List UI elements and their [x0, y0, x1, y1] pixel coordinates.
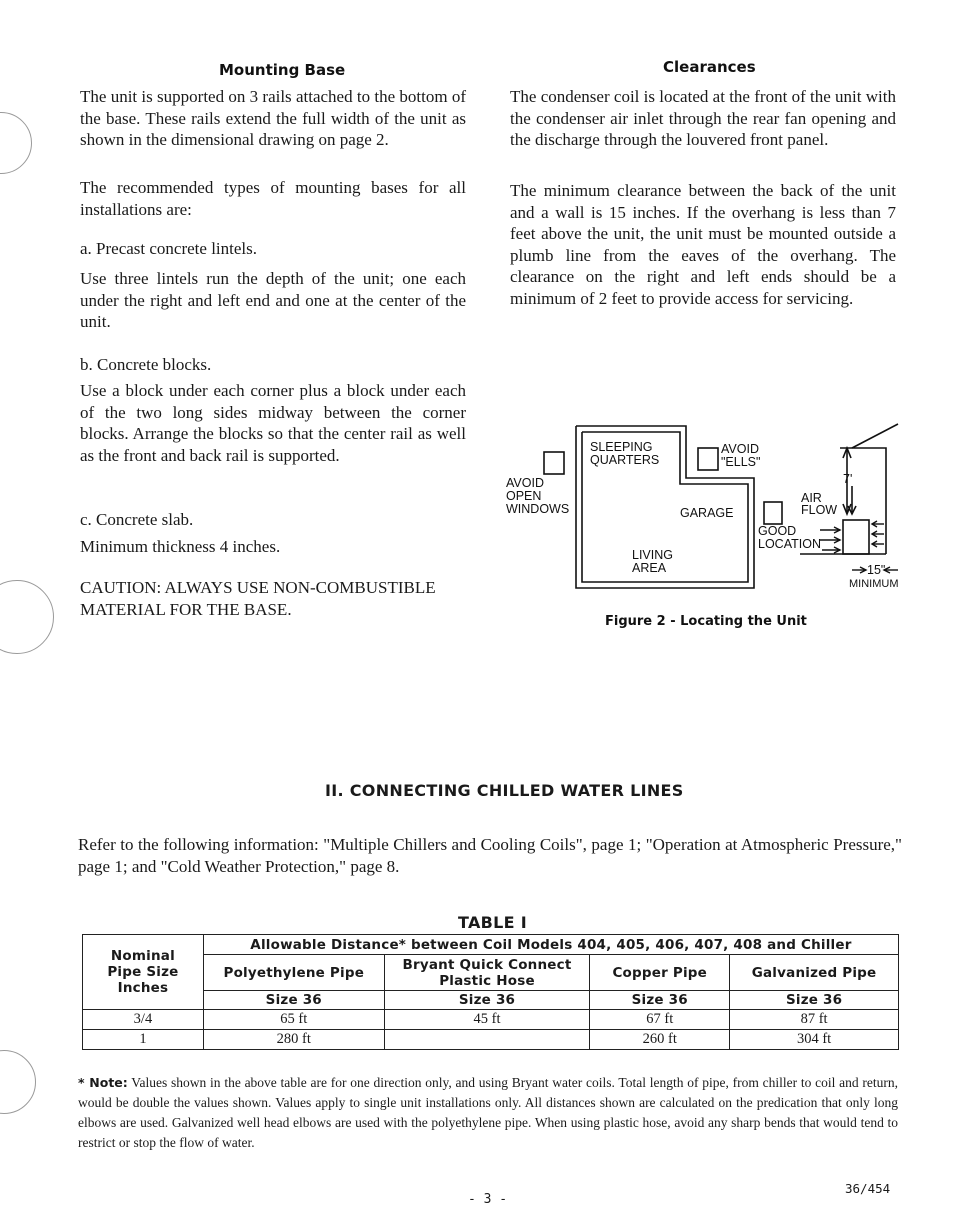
louver-arrows — [820, 521, 884, 553]
table-note — [78, 1073, 898, 1153]
clearances-heading: Clearances — [663, 58, 756, 76]
label-air: AIR — [801, 491, 822, 505]
label-location: LOCATION — [758, 537, 821, 551]
label-seven-feet: 7' — [843, 472, 853, 486]
size-poly: Size 36 — [203, 991, 384, 1010]
note-text: Values shown in the above table are for one direction only, and using Bryant water coils. Total length of pipe, from chiller to coil and return, would be double the values shown. Values apply to single unit installations only. All distances shown are calculated on the predication that only long elbows are used. Galvanized well head elbows are used with the polyethylene pipe. When using plastic hose, avoid any sharp bends that would tend to restrict or stop the flow of water. — [78, 1075, 898, 1150]
mounting-base-intro: The unit is supported on 3 rails attached to the bottom of the base. These rails extend the full width of the unit as shown in the dimensional drawing on page 2. — [80, 87, 466, 149]
locating-unit-diagram — [500, 420, 910, 600]
row-galv: 87 ft — [730, 1010, 899, 1030]
label-minimum: MINIMUM — [849, 578, 899, 590]
label-avoid-windows-3: WINDOWS — [506, 502, 570, 516]
size-galv: Size 36 — [730, 991, 899, 1010]
size-copper: Size 36 — [590, 991, 730, 1010]
label-fifteen-inch: 15" — [867, 563, 886, 577]
copper-header: Copper Pipe — [590, 955, 730, 991]
item-a-title: a. Precast concrete lintels. — [80, 239, 258, 258]
row-copper: 67 ft — [590, 1010, 730, 1030]
label-good: GOOD — [758, 524, 797, 538]
polyethylene-header: Polyethylene Pipe — [203, 955, 384, 991]
good-location-box — [764, 502, 782, 524]
label-sleeping: SLEEPING — [590, 440, 653, 454]
label-garage: GARAGE — [680, 506, 734, 520]
row-copper: 260 ft — [590, 1030, 730, 1050]
label-avoid-windows-2: OPEN — [506, 489, 542, 503]
mounting-base-types: The recommended types of mounting bases for all installations are: — [80, 178, 466, 219]
label-avoid-windows-1: AVOID — [506, 476, 544, 490]
punch-hole-top — [0, 112, 32, 174]
size-bryant: Size 36 — [384, 991, 590, 1010]
document-code: 36/454 — [845, 1181, 891, 1196]
bryant-hose-header: Bryant Quick Connect Plastic Hose — [384, 955, 590, 991]
punch-hole-middle — [0, 580, 54, 654]
row-bryant — [384, 1030, 590, 1050]
table-row — [83, 1010, 899, 1030]
item-b-text: Use a block under each corner plus a block under each of the two long sides midway between the corner blocks. Arrange the blocks so that the center rail as well as the front and back rail is supported. — [80, 381, 466, 465]
note-label: * Note: — [78, 1075, 128, 1090]
row-poly: 280 ft — [203, 1030, 384, 1050]
item-c-title: c. Concrete slab. — [80, 510, 194, 529]
punch-hole-bottom — [0, 1050, 36, 1114]
label-avoid-ells-1: AVOID — [721, 442, 759, 456]
item-b-title: b. Concrete blocks. — [80, 355, 212, 374]
allowable-distance-header: Allowable Distance* between Coil Models 404, 405, 406, 407, 408 and Chiller — [203, 935, 898, 955]
nominal-pipe-size-header: Nominal Pipe Size Inches — [83, 935, 204, 1010]
label-avoid-ells-2: "ELLS" — [721, 455, 761, 469]
item-c-text: Minimum thickness 4 inches. — [80, 537, 281, 556]
row-poly: 65 ft — [203, 1010, 384, 1030]
row-bryant: 45 ft — [384, 1010, 590, 1030]
allowable-distance-table — [82, 934, 899, 1050]
label-area: AREA — [632, 561, 667, 575]
section-title: II. CONNECTING CHILLED WATER LINES — [325, 781, 684, 800]
label-flow: FLOW — [801, 503, 838, 517]
section-intro: Refer to the following information: "Multiple Chillers and Cooling Coils", page 1; "Operation at Atmospheric Pressure," page 1; and "Cold Weather Protection," page 8. — [78, 835, 902, 876]
row-size: 3/4 — [83, 1010, 204, 1030]
figure-caption: Figure 2 - Locating the Unit — [605, 614, 807, 629]
galvanized-header: Galvanized Pipe — [730, 955, 899, 991]
label-living: LIVING — [632, 548, 673, 562]
label-quarters: QUARTERS — [590, 453, 660, 467]
row-galv: 304 ft — [730, 1030, 899, 1050]
table-title: TABLE I — [458, 913, 527, 932]
mounting-base-heading: Mounting Base — [219, 61, 346, 79]
avoid-windows-box — [544, 452, 564, 474]
row-size: 1 — [83, 1030, 204, 1050]
clearances-p1: The condenser coil is located at the front of the unit with the condenser air inlet through the rear fan opening and the discharge through the louvered front panel. — [510, 87, 896, 149]
avoid-ells-box — [698, 448, 718, 470]
page-number: - 3 - — [468, 1192, 508, 1207]
table-row — [83, 1030, 899, 1050]
clearances-p2: The minimum clearance between the back of the unit and a wall is 15 inches. If the overhang is less than 7 feet above the unit, the unit must be mounted outside a plumb line from the eaves of the overhang. The clearance on the right and left ends should be a minimum of 2 feet to provide access for servicing. — [510, 181, 896, 308]
item-a-text: Use three lintels run the depth of the unit; one each under the right and left end and one at the center of the unit. — [80, 269, 466, 331]
caution-text: CAUTION: ALWAYS USE NON-COMBUSTIBLE MATERIAL FOR THE BASE. — [80, 578, 436, 619]
